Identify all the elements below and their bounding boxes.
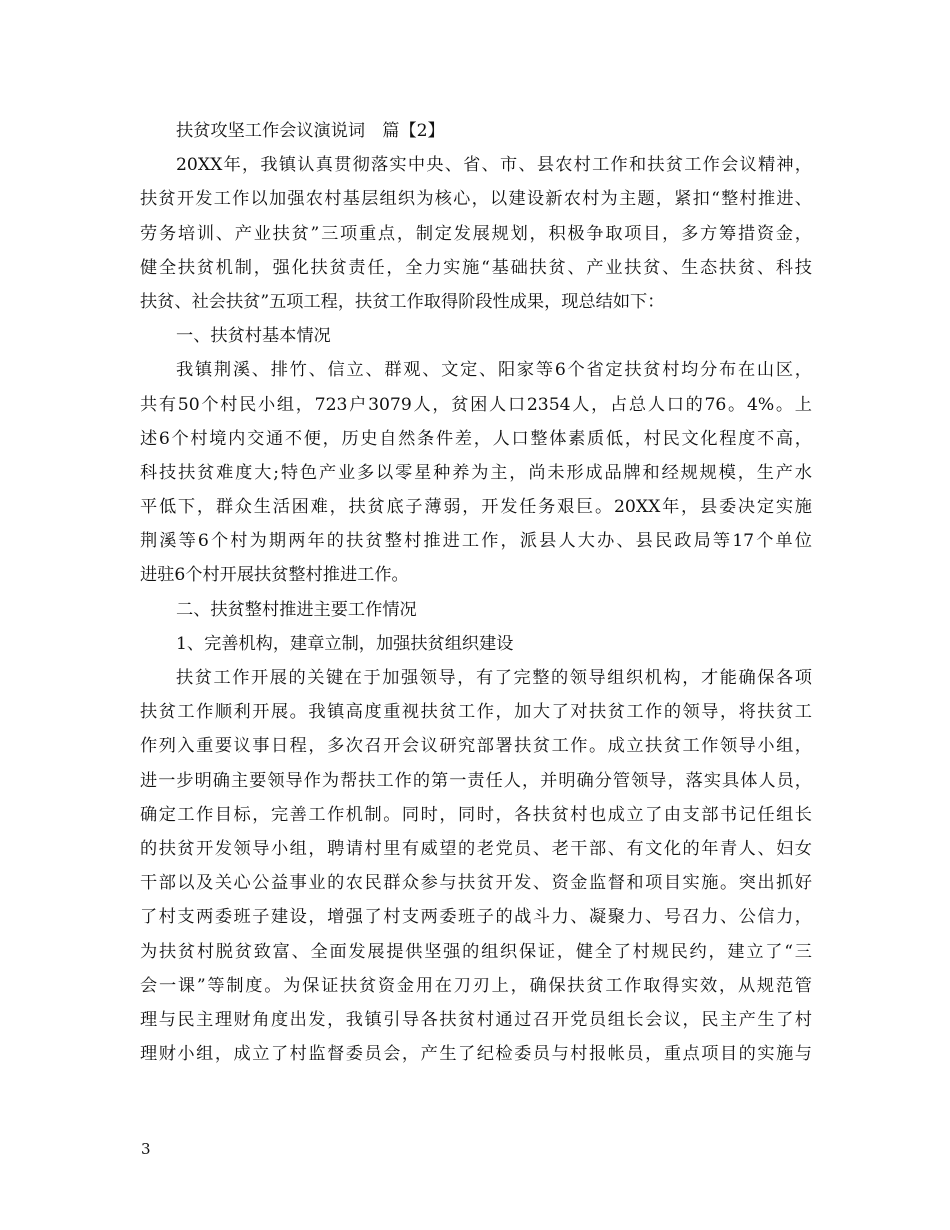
paragraph-line: 理与民主理财角度出发，我镇引导各扶贫村通过召开党员组长会议，民主产生了村	[140, 1009, 812, 1030]
paragraph-line: 科技扶贫难度大;特色产业多以零星种养为主，尚未形成品牌和经规规模，生产水	[140, 462, 812, 483]
paragraph-line: 健全扶贫机制，强化扶贫责任，全力实施“基础扶贫、产业扶贫、生态扶贫、科技	[140, 257, 812, 278]
paragraph-line: 20XX年，我镇认真贯彻落实中央、省、市、县农村工作和扶贫工作会议精神，	[176, 155, 812, 176]
page-number: 3	[141, 1140, 151, 1158]
paragraph-line: 理财小组，成立了村监督委员会，产生了纪检委员与村报帐员，重点项目的实施与	[140, 1044, 812, 1065]
subsection-heading: 1、完善机构，建章立制，加强扶贫组织建设	[176, 633, 514, 654]
paragraph-line: 了村支两委班子建设，增强了村支两委班子的战斗力、凝聚力、号召力、公信力，	[140, 907, 812, 928]
paragraph-line: 述6个村境内交通不便，历史自然条件差，人口整体素质低，村民文化程度不高，	[140, 428, 812, 449]
paragraph-line: 扶贫开发工作以加强农村基层组织为核心，以建设新农村为主题，紧扣“整村推进、	[140, 189, 812, 210]
paragraph-line: 的扶贫开发领导小组，聘请村里有威望的老党员、老干部、有文化的年青人、妇女	[140, 838, 812, 859]
paragraph-line: 进一步明确主要领导作为帮扶工作的第一责任人，并明确分管领导，落实具体人员，	[140, 770, 812, 791]
section-heading: 二、扶贫整村推进主要工作情况	[176, 599, 417, 620]
paragraph-line: 平低下，群众生活困难，扶贫底子薄弱，开发任务艰巨。20XX年，县委决定实施	[140, 497, 812, 518]
paragraph-line: 作列入重要议事日程，多次召开会议研究部署扶贫工作。成立扶贫工作领导小组，	[140, 736, 812, 757]
paragraph-line: 干部以及关心公益事业的农民群众参与扶贫开发、资金监督和项目实施。突出抓好	[140, 873, 812, 894]
paragraph-line: 扶贫、社会扶贫”五项工程，扶贫工作取得阶段性成果，现总结如下：	[140, 291, 665, 312]
paragraph-line: 共有50个村民小组，723户3079人，贫困人口2354人，占总人口的76。4%。上	[140, 394, 812, 415]
paragraph-line: 为扶贫村脱贫致富、全面发展提供坚强的组织保证，健全了村规民约，建立了“三	[140, 941, 812, 962]
section-heading: 一、扶贫村基本情况	[176, 326, 331, 347]
document-body	[140, 114, 812, 1071]
paragraph-line: 扶贫工作顺利开展。我镇高度重视扶贫工作，加大了对扶贫工作的领导，将扶贫工	[140, 702, 812, 723]
paragraph-line: 会一课”等制度。为保证扶贫资金用在刀刃上，确保扶贫工作取得实效，从规范管	[140, 975, 812, 996]
paragraph-line: 进驻6个村开展扶贫整村推进工作。	[140, 565, 409, 586]
paragraph-line: 确定工作目标，完善工作机制。同时，同时，各扶贫村也成立了由支部书记任组长	[140, 804, 812, 825]
paragraph-line: 我镇荆溪、排竹、信立、群观、文定、阳家等6个省定扶贫村均分布在山区，	[176, 360, 812, 381]
paragraph-line: 劳务培训、产业扶贫”三项重点，制定发展规划，积极争取项目，多方筹措资金，	[140, 223, 812, 244]
paragraph-line: 荆溪等6个村为期两年的扶贫整村推进工作，派县人大办、县民政局等17个单位	[140, 531, 812, 552]
document-title: 扶贫攻坚工作会议演说词 篇【2】	[176, 121, 445, 141]
paragraph-line: 扶贫工作开展的关键在于加强领导，有了完整的领导组织机构，才能确保各项	[176, 668, 812, 688]
